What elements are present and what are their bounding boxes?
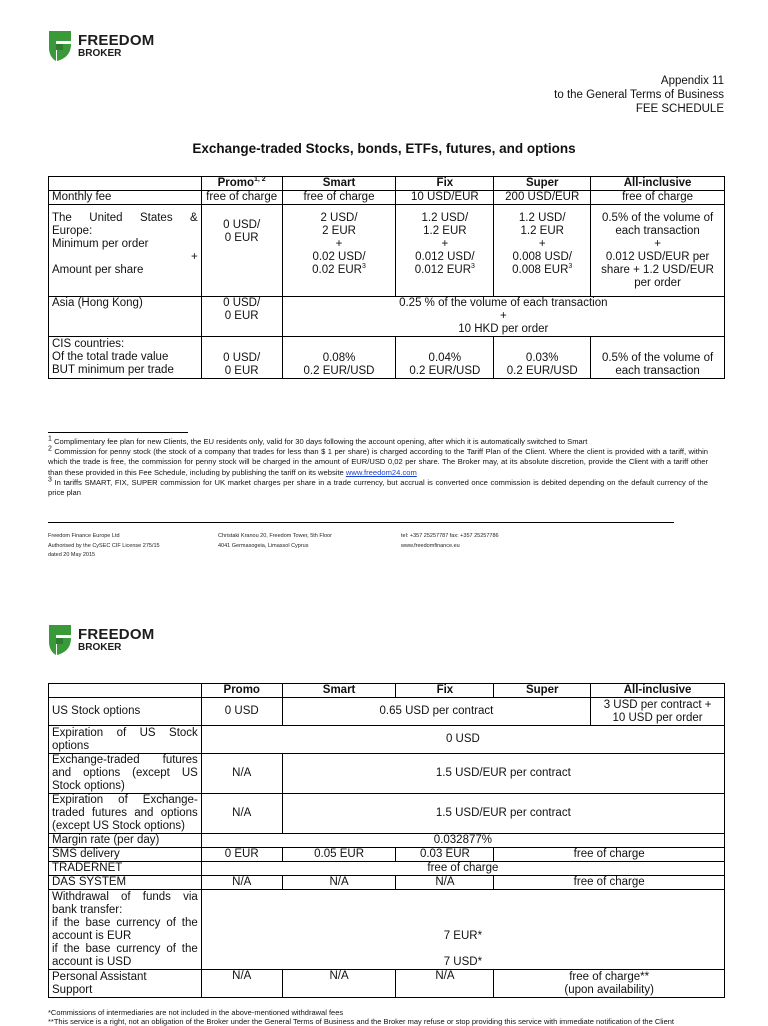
freedom-broker-logo — [48, 30, 154, 62]
cell-promo: 0 EUR — [201, 848, 282, 862]
row-label: The United States & Europe: Minimum per order + Amount per share — [49, 205, 202, 297]
row-label: SMS delivery — [49, 848, 202, 862]
appendix-schedule: FEE SCHEDULE — [635, 103, 724, 115]
header-fix: Fix — [396, 177, 494, 191]
header-promo: Promo — [201, 684, 282, 698]
cell-promo: 0 USD/ 0 EUR — [201, 337, 282, 379]
freedom24-link[interactable]: www.freedom24.com — [345, 467, 417, 477]
cell-promo: N/A — [201, 794, 282, 834]
header-smart: Smart — [282, 177, 396, 191]
footnote-1: $^1$ Complimentary fee plan for new Clients, the EU residents only, valid for 30 days following the account opening, after which it is automatically switched to Smart — [48, 435, 588, 446]
footer-website-link[interactable]: www.freedomfinance.eu — [401, 542, 460, 549]
footnote-divider — [48, 432, 188, 433]
header-super: Super — [494, 684, 591, 698]
freedom-logo-icon — [48, 624, 72, 656]
header-empty — [49, 177, 202, 191]
footnotes — [48, 437, 708, 498]
cell-merged-rate: free of charge** (upon availability) — [494, 970, 725, 998]
cell-super: 0.03% 0.2 EUR/USD — [494, 337, 591, 379]
row-label: US Stock options — [49, 698, 202, 726]
logo-wordmark-line1: FREEDOM — [78, 626, 155, 643]
cell-promo: N/A — [201, 754, 282, 794]
table-row-assistant — [49, 970, 725, 998]
cell-all-inclusive: 0.5% of the volume of each transaction + 0.012 USD/EUR per share + 1.2 USD/EUR per order — [591, 205, 725, 297]
cell-merged-rate: 1.5 USD/EUR per contract — [282, 754, 724, 794]
cell-promo: free of charge — [201, 191, 282, 205]
cell-fix: 0.03 EUR — [396, 848, 494, 862]
cell-merged-rate: 0.65 USD per contract — [282, 698, 590, 726]
fee-table-stocks — [48, 176, 725, 379]
freedom-logo-icon — [48, 30, 72, 62]
row-label: Exchange-traded futures and options (except US Stock options) — [49, 754, 202, 794]
cell-merged-rate: free of charge — [494, 876, 725, 890]
appendix-subtitle: to the General Terms of Business — [554, 89, 724, 101]
logo-wordmark-line2: BROKER — [78, 48, 122, 59]
cell-all-inclusive: 3 USD per contract + 10 USD per order — [591, 698, 725, 726]
cell-smart: 0.08% 0.2 EUR/USD — [282, 337, 396, 379]
cell-fix: 1.2 USD/ 1.2 EUR + 0.012 USD/ 0.012 EUR$^3$ — [396, 205, 494, 297]
cell-smart: 2 USD/ 2 EUR + 0.02 USD/ 0.02 EUR$^3$ — [282, 205, 396, 297]
footer-company: Freedom Finance Europe Ltd Authorised by the CySEC CIF License 275/15 dated 20 May 2015 — [48, 533, 160, 558]
appendix-number: Appendix 11 — [660, 75, 724, 87]
footer-divider — [48, 522, 674, 523]
footer-address: Christaki Kranou 20, Freedom Tower, 5th Floor 4041 Germasogeia, Limassol Cyprus — [218, 533, 332, 549]
cell-fix: 0.04% 0.2 EUR/USD — [396, 337, 494, 379]
cell-smart: 0.05 EUR — [282, 848, 396, 862]
freedom-broker-logo-page2 — [48, 624, 154, 656]
table-row-us-stock-options — [49, 698, 725, 726]
cell-fix: N/A — [396, 876, 494, 890]
footnote-2: $^2$ Commission for penny stock (the stock of a company that trades for less than $ 1 per share) is charged according to the Tariff Plan of the Client. Where the client is provided with a tariff, within which the trade is free, the commission for penny stock will be charged in the amount of EUR/USD 0,02 per share. The Broker may, at its absolute discretion, provide the Client with a tariff other than these provided in this Fee Schedule, including by publishing the tariff on its website www.freedom24.com — [48, 445, 708, 477]
header-promo: Promo$^{1, 2}$ — [201, 177, 282, 191]
table-header-row — [49, 177, 725, 191]
note-assistant-service: **This service is a right, not an obligation of the Broker under the General Terms of Business and the Broker may refuse or stop providing this service with immediate notification of the Client — [48, 1017, 675, 1026]
table-row-monthly-fee — [49, 191, 725, 205]
cell-merged-rate: free of charge — [494, 848, 725, 862]
row-label: Monthly fee — [49, 191, 202, 205]
footer-contacts: tel: +357 25257787 fax: +357 25257786 www.freedomfinance.eu — [401, 532, 499, 551]
page-title: Exchange-traded Stocks, bonds, ETFs, futures, and options — [192, 141, 576, 156]
table-row-withdrawal — [49, 890, 725, 970]
cell-all-inclusive: 0.5% of the volume of each transaction — [591, 337, 725, 379]
cell-super: 1.2 USD/ 1.2 EUR + 0.008 USD/ 0.008 EUR$^3$ — [494, 205, 591, 297]
cell-merged-rate: 1.5 USD/EUR per contract — [282, 794, 724, 834]
table-row-margin — [49, 834, 725, 848]
table-row-tradernet — [49, 862, 725, 876]
cell-promo: 0 USD — [201, 698, 282, 726]
appendix-heading — [554, 74, 724, 116]
table-row-cis — [49, 337, 725, 379]
row-label: Personal Assistant Support — [49, 970, 202, 998]
cell-merged-rate: 0.25 % of the volume of each transaction + 10 HKD per order — [282, 297, 724, 337]
cell-merged-rate: free of charge — [201, 862, 724, 876]
logo-wordmark-line1: FREEDOM — [78, 32, 155, 49]
table-row-futures — [49, 754, 725, 794]
table-row-us-europe — [49, 205, 725, 297]
header-empty — [49, 684, 202, 698]
row-label: Withdrawal of funds via bank transfer: if the base currency of the account is EUR if the base currency of the account is USD — [49, 890, 202, 970]
cell-all-inclusive: free of charge — [591, 191, 725, 205]
cell-promo: N/A — [201, 876, 282, 890]
header-all-inclusive: All-inclusive — [591, 177, 725, 191]
cell-merged-rate: 7 EUR* 7 USD* — [201, 890, 724, 970]
note-intermediaries: *Commissions of intermediaries are not included in the above-mentioned withdrawal fees — [48, 1008, 344, 1017]
cell-smart: N/A — [282, 876, 396, 890]
cell-fix: 10 USD/EUR — [396, 191, 494, 205]
cell-promo: N/A — [201, 970, 282, 998]
footnote-3: $^3$ In tariffs SMART, FIX, SUPER commission for UK market charges per share in a trade currency, but accrual is converted once commission is debited depending on the default currency of the price plan — [48, 476, 708, 498]
table-row-das — [49, 876, 725, 890]
header-super: Super — [494, 177, 591, 191]
table-notes — [48, 1008, 748, 1026]
row-label: CIS countries: Of the total trade value BUT minimum per trade — [49, 337, 202, 379]
cell-fix: N/A — [396, 970, 494, 998]
row-label: Margin rate (per day) — [49, 834, 202, 848]
fee-table-options — [48, 683, 725, 998]
table-row-expiration-futures — [49, 794, 725, 834]
row-label: Expiration of Exchange- traded futures and options (except US Stock options) — [49, 794, 202, 834]
cell-super: 200 USD/EUR — [494, 191, 591, 205]
header-fix: Fix — [396, 684, 494, 698]
row-label: TRADERNET — [49, 862, 202, 876]
header-smart: Smart — [282, 684, 396, 698]
row-label: Asia (Hong Kong) — [49, 297, 202, 337]
cell-promo: 0 USD/ 0 EUR — [201, 205, 282, 297]
cell-smart: free of charge — [282, 191, 396, 205]
table-header-row — [49, 684, 725, 698]
cell-smart: N/A — [282, 970, 396, 998]
logo-wordmark-line2: BROKER — [78, 642, 122, 653]
table-row-asia — [49, 297, 725, 337]
cell-merged-rate: 0.032877% — [201, 834, 724, 848]
table-row-expiration-us — [49, 726, 725, 754]
row-label: Expiration of US Stock options — [49, 726, 202, 754]
cell-promo: 0 USD/ 0 EUR — [201, 297, 282, 337]
table-row-sms — [49, 848, 725, 862]
header-all-inclusive: All-inclusive — [591, 684, 725, 698]
row-label: DAS SYSTEM — [49, 876, 202, 890]
cell-merged-rate: 0 USD — [201, 726, 724, 754]
